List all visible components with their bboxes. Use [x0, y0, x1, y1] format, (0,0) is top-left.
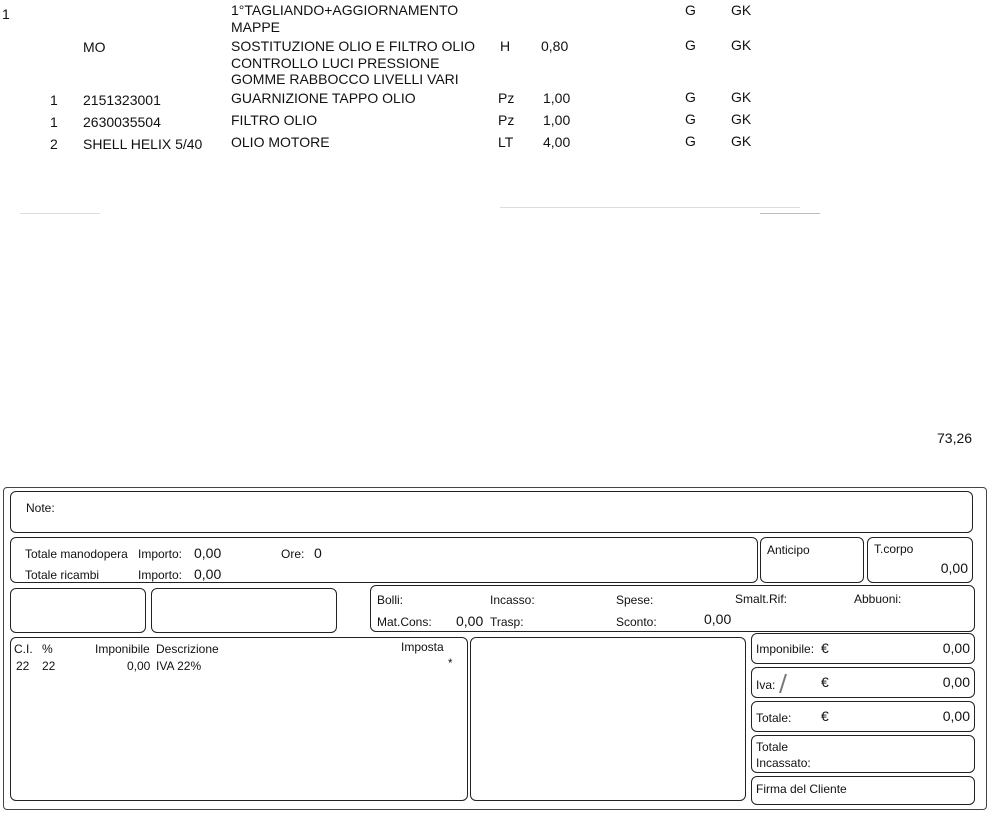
- totale-ricambi-label: Totale ricambi: [25, 568, 100, 582]
- manodopera-importo: 0,00: [194, 545, 222, 561]
- item-amount: 1,00: [543, 90, 571, 106]
- note-box: [10, 491, 973, 533]
- imponibile-box: [751, 633, 975, 664]
- item-gk: GK: [731, 111, 752, 127]
- pen-mark-icon: [777, 672, 789, 696]
- ore-value: 0: [314, 545, 322, 561]
- totale-manodopera-label: Totale manodopera: [25, 547, 128, 561]
- pct-header: %: [42, 642, 53, 656]
- sconto-value: 0,00: [704, 611, 732, 627]
- firma-label: Firma del Cliente: [756, 782, 847, 796]
- item-um: LT: [498, 134, 514, 150]
- item-desc: FILTRO OLIO: [231, 112, 318, 128]
- totale-label: Totale:: [756, 711, 792, 725]
- tcorpo-label: T.corpo: [874, 542, 914, 556]
- imponibile-label: Imponibile:: [756, 642, 815, 656]
- item-code: MO: [83, 39, 106, 55]
- item-code: 2630035504: [83, 114, 161, 130]
- item-gk: GK: [731, 133, 752, 149]
- item-g: G: [685, 89, 696, 105]
- vat-table-box: [10, 637, 468, 801]
- imposta-header: Imposta: [401, 640, 444, 654]
- item-desc: OLIO MOTORE: [231, 134, 330, 150]
- imponibile-header: Imponibile: [95, 642, 150, 656]
- incassato-label: Incassato:: [756, 756, 811, 770]
- item-desc: SOSTITUZIONE OLIO E FILTRO OLIO: [231, 38, 475, 54]
- bolli-label: Bolli:: [377, 593, 404, 607]
- iva-value: 0,00: [942, 674, 970, 690]
- item-um: H: [500, 38, 511, 54]
- ricambi-importo: 0,00: [194, 566, 222, 582]
- importo-label: Importo:: [138, 547, 183, 561]
- item-gk: GK: [731, 37, 752, 53]
- scan-artifact: [760, 213, 820, 214]
- item-code: 2151323001: [83, 92, 161, 108]
- euro-symbol: €: [821, 640, 829, 656]
- vat-imponibile: 0,00: [127, 659, 151, 673]
- iva-label: Iva:: [756, 678, 776, 692]
- charges-box: [370, 585, 975, 632]
- item-g: G: [685, 133, 696, 149]
- euro-symbol: €: [821, 708, 829, 724]
- note-label: Note:: [26, 501, 55, 515]
- totale-incassato-box: [751, 735, 975, 773]
- incasso-label: Incasso:: [490, 593, 535, 607]
- item-um: Pz: [498, 90, 515, 106]
- descrizione-header: Descrizione: [156, 642, 219, 656]
- sconto-label: Sconto:: [616, 615, 657, 629]
- item-desc: GUARNIZIONE TAPPO OLIO: [231, 90, 416, 106]
- trasp-label: Trasp:: [490, 615, 524, 629]
- labour-parts-box: [10, 537, 758, 583]
- smalt-label: Smalt.Rif:: [735, 592, 788, 606]
- tcorpo-value: 0,00: [940, 560, 968, 576]
- ci-header: C.I.: [14, 642, 33, 656]
- scan-artifact: [20, 213, 100, 214]
- subtotal-value: 73,26: [937, 430, 973, 446]
- iva-box: [751, 667, 975, 698]
- totale-box: [751, 701, 975, 732]
- item-g: G: [685, 37, 696, 53]
- euro-symbol: €: [821, 674, 829, 690]
- anticipo-box: [760, 537, 864, 583]
- item-amount: 0,80: [541, 38, 569, 54]
- item-desc-cont: MAPPE: [231, 19, 281, 35]
- blank-box: [470, 637, 746, 801]
- anticipo-label: Anticipo: [767, 543, 810, 557]
- item-amount: 4,00: [543, 134, 571, 150]
- item-g: G: [685, 111, 696, 127]
- item-gk: GK: [731, 89, 752, 105]
- spese-label: Spese:: [616, 593, 654, 607]
- item-qty: 1: [50, 114, 58, 130]
- item-um: Pz: [498, 112, 515, 128]
- totale-incassato-label: Totale: [756, 740, 789, 754]
- item-qty: 2: [50, 136, 58, 152]
- firma-box: [751, 776, 975, 805]
- scan-artifact: [500, 207, 800, 208]
- empty-box: [10, 588, 146, 633]
- item-qty: 1: [50, 92, 58, 108]
- ore-label: Ore:: [281, 547, 305, 561]
- totale-value: 0,00: [942, 708, 970, 724]
- vat-desc: IVA 22%: [156, 659, 202, 673]
- abbuoni-label: Abbuoni:: [854, 592, 902, 606]
- vat-pct: 22: [42, 659, 56, 673]
- tcorpo-box: [867, 537, 973, 583]
- empty-box: [151, 588, 337, 633]
- item-desc-cont: GOMME RABBOCCO LIVELLI VARI: [231, 71, 459, 87]
- vat-ci: 22: [16, 659, 30, 673]
- item-amount: 1,00: [543, 112, 571, 128]
- item-g: G: [685, 2, 696, 18]
- importo-label: Importo:: [138, 568, 183, 582]
- line-number: 1: [2, 6, 10, 22]
- item-gk: GK: [731, 2, 752, 18]
- imponibile-value: 0,00: [942, 640, 970, 656]
- item-desc: 1°TAGLIANDO+AGGIORNAMENTO: [231, 2, 459, 18]
- matcons-label: Mat.Cons:: [377, 615, 432, 629]
- vat-mark: *: [448, 658, 453, 670]
- item-desc-cont: CONTROLLO LUCI PRESSIONE: [231, 55, 440, 71]
- matcons-value: 0,00: [456, 613, 484, 629]
- item-code: SHELL HELIX 5/40: [83, 136, 203, 152]
